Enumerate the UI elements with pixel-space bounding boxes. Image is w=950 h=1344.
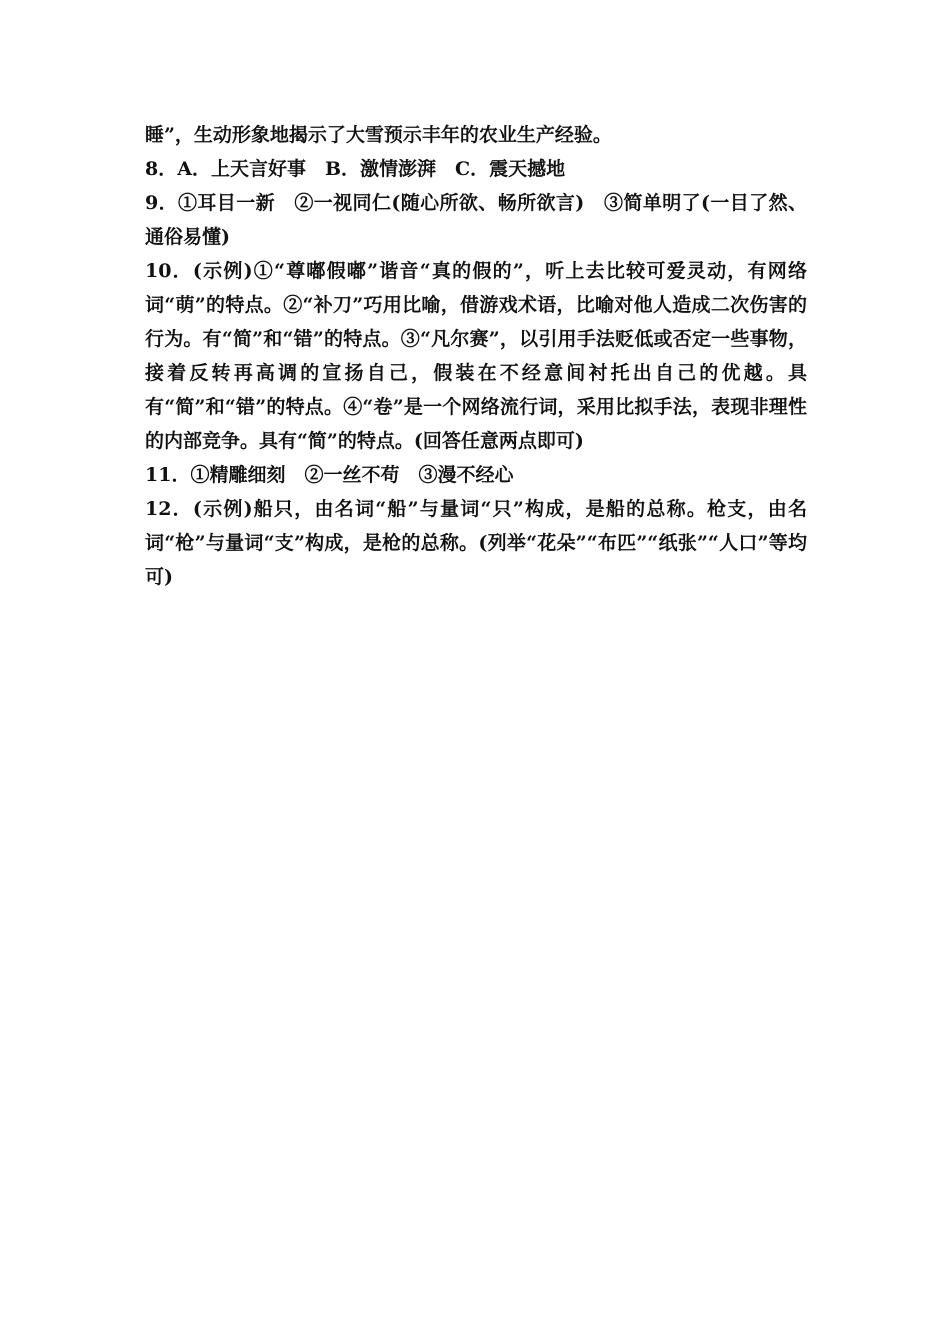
answer-10: 10．(示例)①“尊嘟假嘟”谐音“真的假的”，听上去比较可爱灵动，有网络词“萌”的特点。②“补刀”巧用比喻，借游戏术语，比喻对他人造成二次伤害的行为。有“简”和“错”的特点。③“凡尔赛”，以引用手法贬低或否定一些事物，接着反转再高调的宣扬自己，假装在不经意间衬托出自己的优越。具有“简”和“错”的特点。④“卷”是一个网络流行词，采用比拟手法，表现非理性的内部竞争。具有“简”的特点。(回答任意两点即可) [145, 260, 807, 452]
answer-8: 8．A．上天言好事 B．激情澎湃 C．震天撼地 [145, 158, 566, 180]
answer-11: 11．①精雕细刻 ②一丝不苟 ③漫不经心 [145, 464, 514, 486]
answer-text-block [145, 118, 807, 594]
answer-12: 12．(示例)船只，由名词“船”与量词“只”构成，是船的总称。枪支，由名词“枪”与量词“支”构成，是枪的总称。(列举“花朵”“布匹”“纸张”“人口”等均可) [145, 498, 807, 588]
paragraph-continuation: 睡”，生动形象地揭示了大雪预示丰年的农业生产经验。 [145, 124, 612, 146]
answer-9: 9．①耳目一新 ②一视同仁(随心所欲、畅所欲言) ③简单明了(一目了然、通俗易懂) [145, 192, 807, 248]
